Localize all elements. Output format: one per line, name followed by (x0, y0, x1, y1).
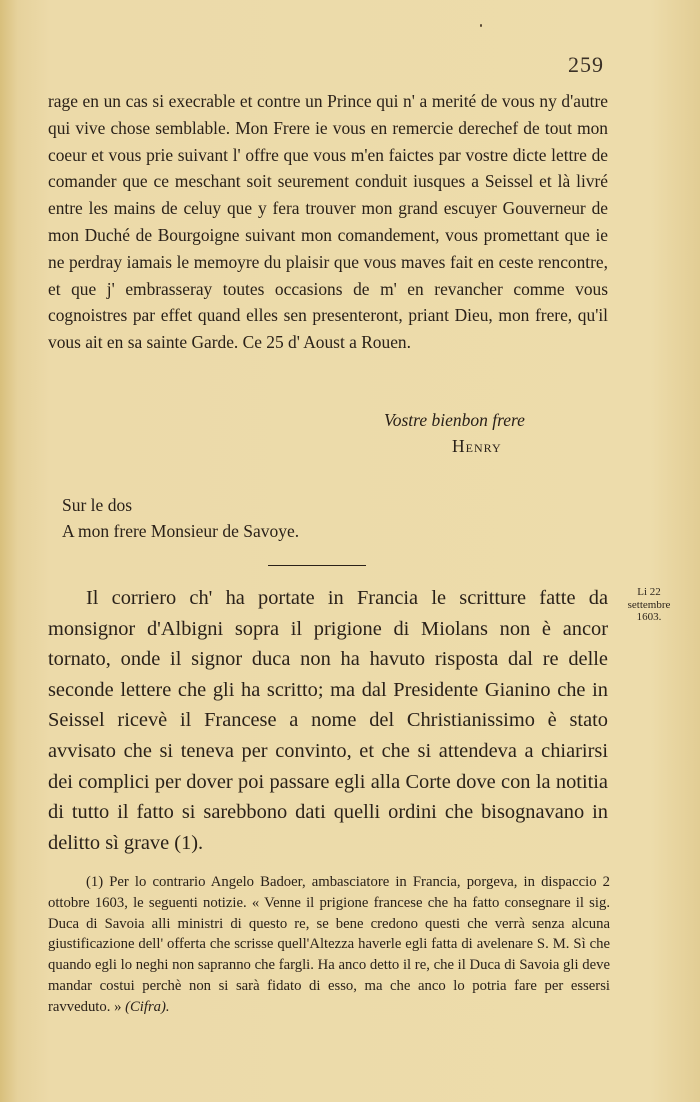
footnote-source: (Cifra). (125, 998, 170, 1015)
margin-note-line-2: settembre (627, 598, 671, 611)
page-number: 259 (568, 52, 604, 77)
letter-signoff (370, 407, 610, 459)
margin-date-note (612, 586, 686, 624)
section-divider (268, 565, 366, 566)
address-line-1: Sur le dos (62, 495, 132, 515)
margin-note-line-1: Li 22 (637, 586, 661, 598)
narrative-text (48, 583, 608, 858)
letter-signer: Henry (452, 436, 502, 456)
letter-body: rage en un cas si execrable et contre un Prince qui n' a merité de vous ny d'autre qui vive chose semblable. Mon Frere ie vous en remercie derechef de tout mon coeur et vous prie suivant l' offre que vous m'en faictes par vostre dicte lettre de comander que ce meschant soit seurement conduit iusques a Seissel et là livré entre les mains de celuy que y fera trouver mon grand escuyer Gouverneur de mon Duché de Bourgoigne suivant mon comandement, vous promettant que ie ne perdray iamais le memoyre du plaisir que vous maves fait en ceste rencontre, et que j' embrasseray toutes occasions de m' en revancher comme vous cognoistres par effet quand elles sen presenteront, priant Dieu, mon frere, qu'il vous ait en sa sainte Garde. Ce 25 d' Aoust a Rouen. (48, 91, 608, 353)
footnote-paragraph (48, 872, 610, 1018)
letter-address (62, 492, 482, 544)
narrative-paragraph: Il corriero ch' ha portate in Francia le scritture fatte da monsignor d'Albigni sopra il prigione di Miolans non è ancor tornato, onde il signor duca non ha havuto risposta dal re delle seconde lettere che gli ha scritto; ma dal Presidente Gianino che in Seissel ricevè il Francese a nome del Christianissimo è stato avvisato che si teneva per convinto, et che si attendeva a chiarirsi dei complici per dover poi passare egli alla Corte dove con la notitia di tutto il fatto si sarebbono dati quelli ordini che bisognavano in delitto sì grave (1). (48, 587, 608, 854)
footnote (48, 872, 610, 1018)
letter-text (48, 88, 608, 356)
address-line-2: A mon frere Monsieur de Savoye. (62, 521, 300, 541)
margin-note-line-3: 1603. (636, 611, 662, 623)
letter-closing: Vostre bienbon frere (384, 410, 525, 430)
paper-speck (480, 24, 482, 27)
footnote-text: (1) Per lo contrario Angelo Badoer, ambasciatore in Francia, porgeva, in dispaccio 2 ottobre 1603, le seguenti notizie. « Venne il prigione francese che ha fatto consegnare il sig. Duca di Savoia alli ministri di questo re, se bene credono questi che verrà senza alcuna giustificazione dell' offerta che scrisse quell'Altezza haverle egli fatta di avelenare S. M. Sì che quando egli lo neghi non sapranno che fargli. Ha anco detto il re, che il Duca di Savoia gli deve mandar costui perchè non si sarà fidato di esso, ma che anco lo potria fare per essersi ravveduto. » (48, 874, 610, 1015)
